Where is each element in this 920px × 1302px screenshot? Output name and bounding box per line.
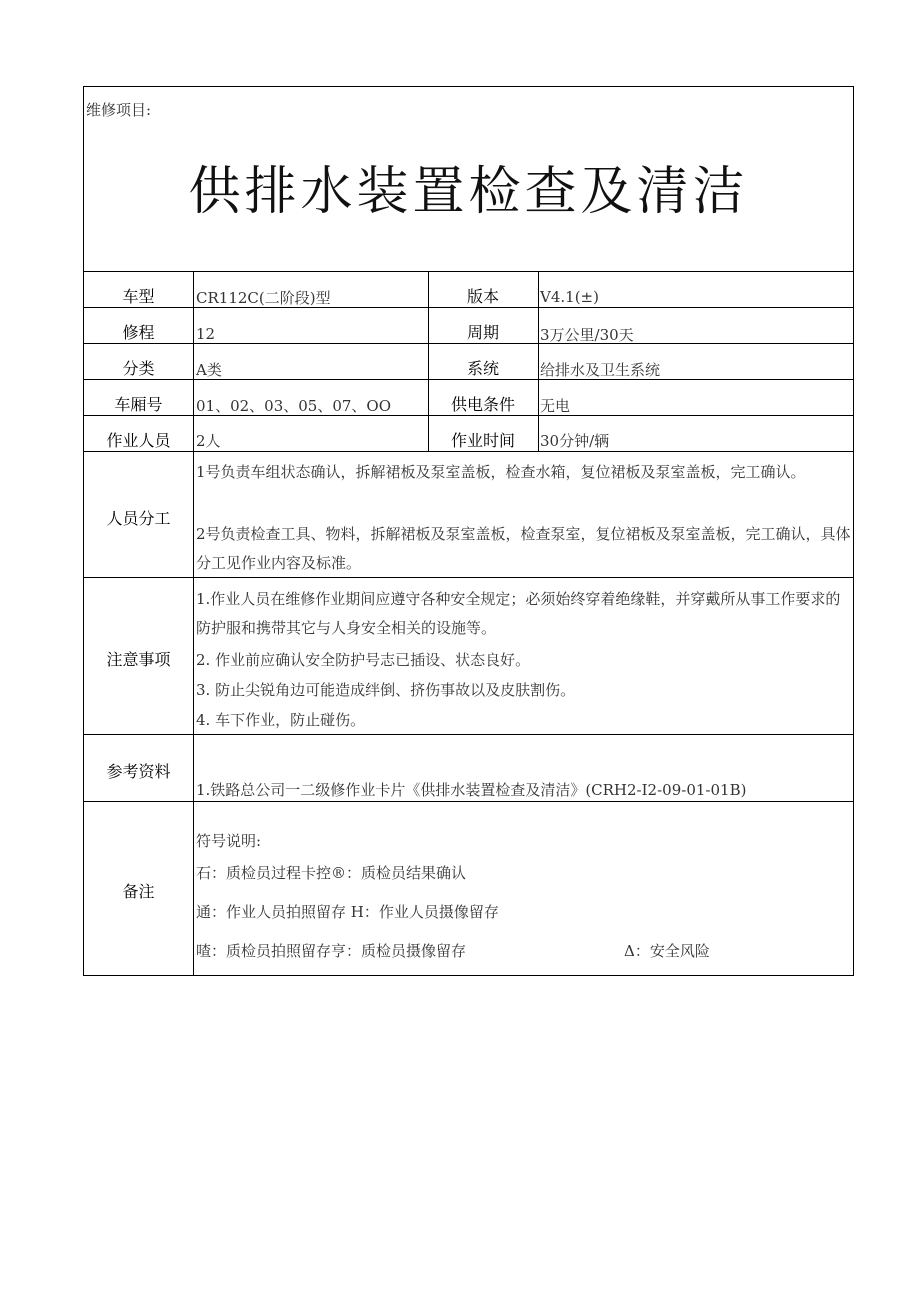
work-card xyxy=(83,86,854,976)
notes-line-2: 2. 作业前应确认安全防护号志已插设、状态良好。 xyxy=(196,651,531,669)
notes-line-1: 1.作业人员在维修作业期间应遵守各种安全规定；必须始终穿着绝缘鞋，并穿戴所从事工作要求的防护服和携带其它与人身安全相关的设施等。 xyxy=(196,590,841,637)
time-value: 30分钟/辆 xyxy=(540,432,610,450)
version-label: 版本 xyxy=(466,287,499,306)
remarks-heading: 符号说明: xyxy=(196,832,262,850)
power-label: 供电条件 xyxy=(450,395,515,414)
reference-label: 参考资料 xyxy=(106,762,171,781)
page-title: 供排水装置检查及清洁 xyxy=(188,162,749,222)
divider xyxy=(84,343,853,344)
division-line-2: 2号负责检查工具、物料，拆解裙板及泵室盖板，检查泵室，复位裙板及泵室盖板，完工确认，具体分工见作业内容及标准。 xyxy=(196,525,851,572)
notes-line-4: 4. 车下作业，防止碰伤。 xyxy=(196,711,366,729)
staff-value: 2人 xyxy=(196,432,221,450)
divider xyxy=(84,801,853,802)
divider xyxy=(193,271,194,976)
safety-risk-legend: Δ：安全风险 xyxy=(624,942,710,960)
divider xyxy=(84,451,853,452)
car-no-label: 车厢号 xyxy=(114,395,163,414)
system-value: 给排水及卫生系统 xyxy=(540,361,661,379)
power-value: 无电 xyxy=(540,397,571,415)
reference-text: 1.铁路总公司一二级修作业卡片《供排水装置检查及清洁》(CRH2-I2-09-01-01B) xyxy=(196,781,747,799)
category-value: A类 xyxy=(196,361,222,379)
remarks-label: 备注 xyxy=(122,882,155,901)
model-label: 车型 xyxy=(122,287,155,306)
repair-label: 修程 xyxy=(122,323,155,342)
remarks-line-2: 通：作业人员拍照留存 H：作业人员摄像留存 xyxy=(196,903,499,921)
cycle-value: 3万公里/30天 xyxy=(540,326,634,344)
car-no-value: 01、02、03、05、07、OO xyxy=(196,397,392,415)
remarks-line-1: 石：质检员过程卡控®：质检员结果确认 xyxy=(196,864,467,882)
version-value: V4.1(±) xyxy=(540,288,599,306)
remarks-line-3: 喳：质检员拍照留存亨：质检员摄像留存 xyxy=(196,942,467,960)
notes-line-3: 3. 防止尖锐角边可能造成绊倒、挤伤事故以及皮肤割伤。 xyxy=(196,681,576,699)
project-label: 维修项目: xyxy=(86,101,152,119)
system-label: 系统 xyxy=(466,359,499,378)
divider xyxy=(538,271,539,451)
notes-label: 注意事项 xyxy=(106,650,171,669)
repair-value: 12 xyxy=(196,325,216,343)
divider xyxy=(84,271,853,272)
model-value: CR112C(二阶段)型 xyxy=(196,289,331,307)
division-line-1: 1号负责车组状态确认，拆解裙板及泵室盖板，检查水箱，复位裙板及泵室盖板，完工确认。 xyxy=(196,463,806,481)
time-label: 作业时间 xyxy=(450,431,515,450)
category-label: 分类 xyxy=(122,359,155,378)
staff-label: 作业人员 xyxy=(106,431,171,450)
cycle-label: 周期 xyxy=(466,323,499,342)
division-label: 人员分工 xyxy=(106,509,171,528)
